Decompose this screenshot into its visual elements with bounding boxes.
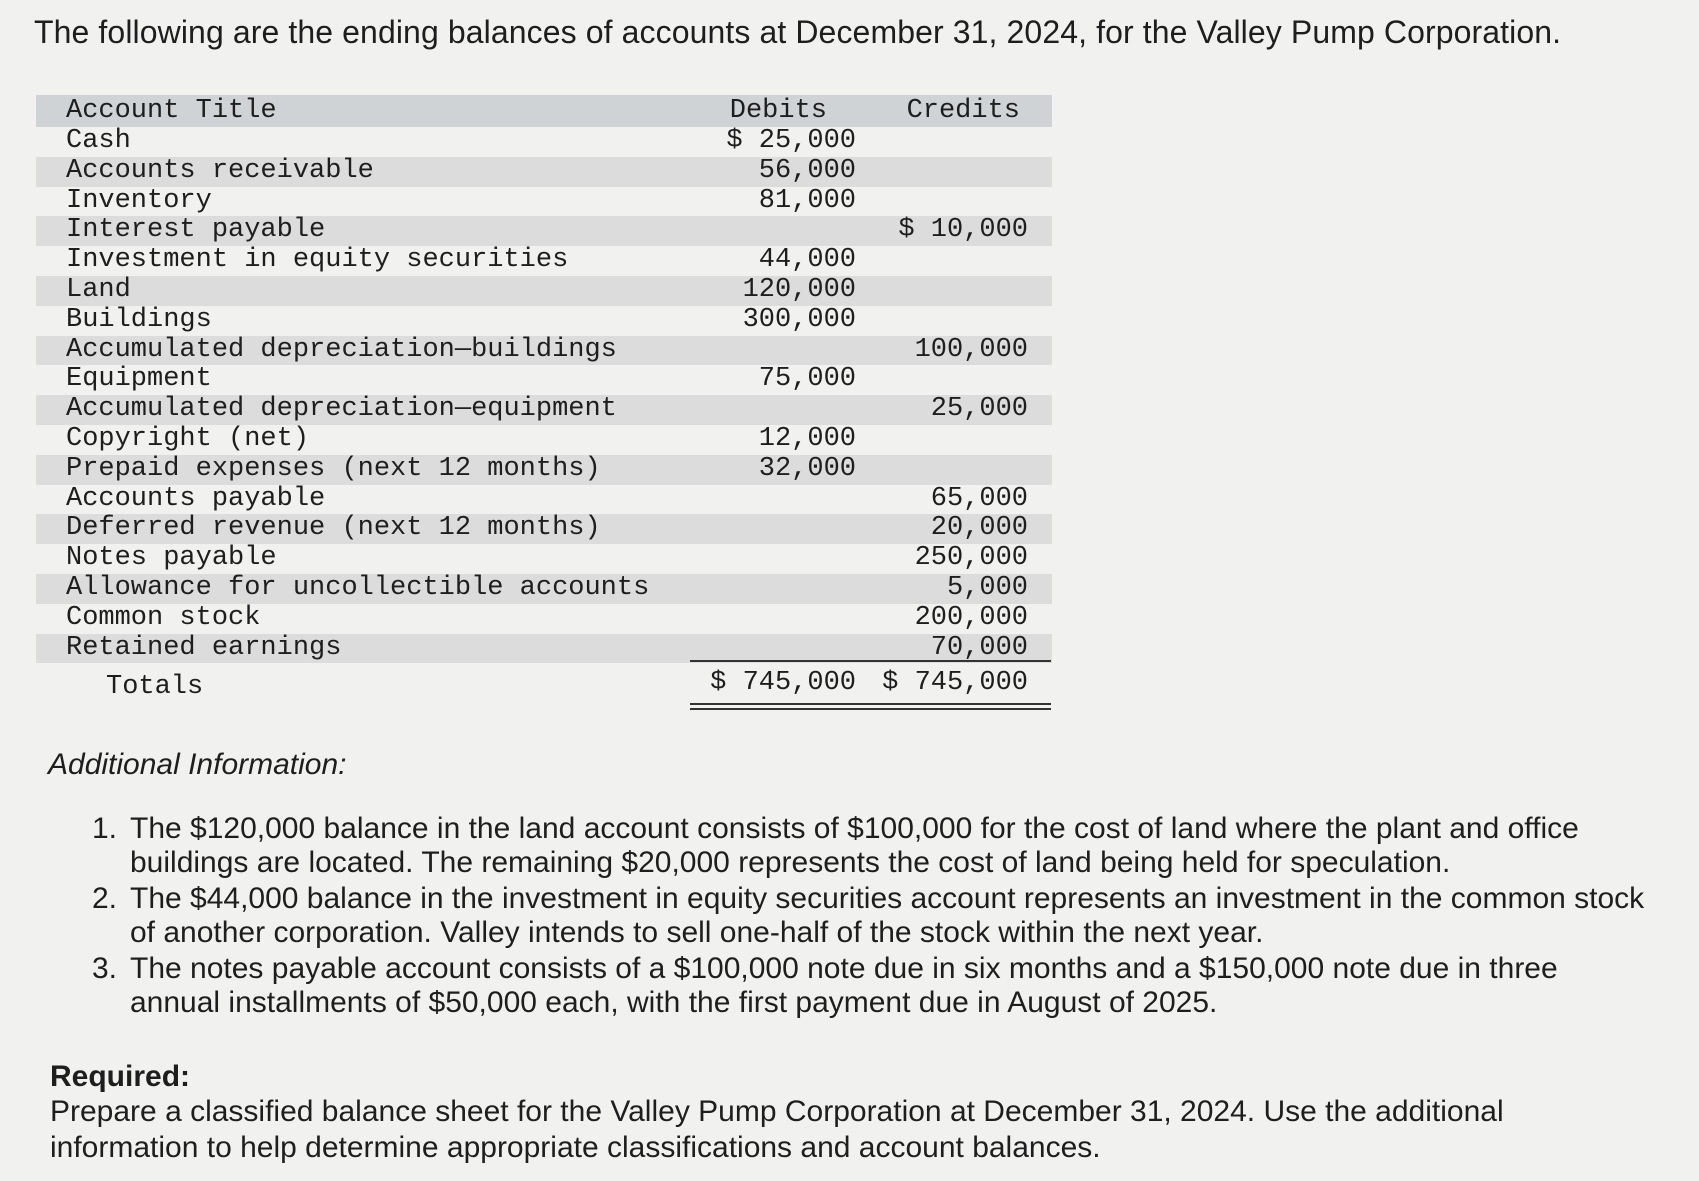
- cell-credit: $ 10,000: [898, 215, 1028, 246]
- additional-info-heading: Additional Information:: [48, 748, 347, 781]
- required-heading: Required:: [50, 1060, 191, 1093]
- cell-title: Accumulated depreciation—buildings: [66, 334, 617, 365]
- table-row: [36, 216, 1052, 246]
- cell-credit: 20,000: [930, 513, 1028, 544]
- cell-credit: 65,000: [930, 483, 1028, 514]
- table-row: [36, 127, 1052, 157]
- cell-title: Common stock: [66, 602, 261, 633]
- cell-title: Copyright (net): [66, 423, 310, 454]
- cell-title: Accounts receivable: [66, 155, 374, 186]
- cell-debit: $ 25,000: [726, 126, 856, 156]
- table-body: [36, 127, 1052, 663]
- table-row: [36, 544, 1052, 574]
- table-row: [36, 634, 1052, 664]
- cell-credit: 250,000: [914, 543, 1028, 574]
- cell-debit: 56,000: [758, 155, 856, 186]
- cell-title: Equipment: [66, 364, 212, 395]
- totals-double-underline: [690, 703, 1051, 710]
- cell-credit: 70,000: [930, 632, 1028, 663]
- cell-credit: 200,000: [914, 602, 1028, 633]
- header-credits: Credits: [906, 96, 1020, 126]
- totals-debit: $ 745,000: [710, 668, 856, 698]
- cell-debit: 75,000: [758, 364, 856, 395]
- table-row: [36, 157, 1052, 187]
- list-item: [88, 952, 1648, 1020]
- table-row: [36, 514, 1052, 544]
- table-row: [36, 574, 1052, 604]
- totals-underline: [690, 660, 1051, 662]
- cell-debit: 12,000: [758, 423, 856, 454]
- list-item: [88, 812, 1648, 880]
- table-row: [36, 485, 1052, 515]
- table-row: [36, 365, 1052, 395]
- list-item-number: 3.: [92, 952, 118, 985]
- trial-balance-table: [36, 95, 1052, 663]
- cell-debit: 120,000: [742, 274, 856, 305]
- header-debits: Debits: [729, 96, 827, 126]
- table-row: [36, 246, 1052, 276]
- cell-title: Accounts payable: [66, 483, 326, 514]
- table-row: [36, 455, 1052, 485]
- list-item-text: The notes payable account consists of a $100,000 note due in six months and a $150,000 note due in three annual installments of $50,000 each, with the first payment due in August of 2025.: [130, 952, 1558, 1019]
- list-item-number: 1.: [92, 812, 118, 845]
- table-row: [36, 425, 1052, 455]
- cell-credit: 25,000: [930, 394, 1028, 425]
- additional-info-list: [88, 812, 1648, 1022]
- table-row: [36, 276, 1052, 306]
- cell-title: Allowance for uncollectible accounts: [66, 572, 650, 603]
- table-row: [36, 336, 1052, 366]
- cell-title: Investment in equity securities: [66, 245, 569, 276]
- cell-title: Land: [66, 274, 131, 305]
- totals-credit: $ 745,000: [882, 668, 1028, 698]
- table-row: [36, 187, 1052, 217]
- cell-title: Retained earnings: [66, 632, 342, 663]
- table-row: [36, 306, 1052, 336]
- list-item-text: The $120,000 balance in the land account consists of $100,000 for the cost of land where the plant and office buildings are located. The remaining $20,000 represents the cost of land being held for speculation.: [130, 812, 1579, 879]
- list-item: [88, 882, 1648, 950]
- intro-text: The following are the ending balances of accounts at December 31, 2024, for the Valley Pump Corporation.: [34, 14, 1562, 50]
- list-item-text: The $44,000 balance in the investment in equity securities account represents an investment in the common stock of another corporation. Valley intends to sell one-half of the stock within the next year.: [130, 882, 1645, 949]
- cell-credit: 5,000: [946, 572, 1028, 603]
- cell-debit: 81,000: [758, 185, 856, 216]
- cell-debit: 44,000: [758, 245, 856, 276]
- cell-title: Prepaid expenses (next 12 months): [66, 453, 601, 484]
- cell-debit: 300,000: [742, 304, 856, 335]
- table-row: [36, 604, 1052, 634]
- cell-title: Deferred revenue (next 12 months): [66, 513, 601, 544]
- cell-debit: 32,000: [758, 453, 856, 484]
- totals-label: Totals: [106, 672, 204, 702]
- cell-title: Buildings: [66, 304, 212, 335]
- table-header-row: [36, 95, 1052, 127]
- totals-row: [36, 668, 1052, 704]
- header-account-title: Account Title: [66, 96, 277, 126]
- list-item-number: 2.: [92, 882, 118, 915]
- table-row: [36, 395, 1052, 425]
- cell-title: Inventory: [66, 185, 212, 216]
- cell-title: Accumulated depreciation—equipment: [66, 394, 617, 425]
- cell-credit: 100,000: [914, 334, 1028, 365]
- cell-title: Notes payable: [66, 543, 277, 574]
- cell-title: Interest payable: [66, 215, 326, 246]
- required-text: Prepare a classified balance sheet for the Valley Pump Corporation at December 31, 2024. Use the additional information to help determine appropriate classifications and account balances.: [50, 1095, 1504, 1164]
- cell-title: Cash: [66, 126, 131, 156]
